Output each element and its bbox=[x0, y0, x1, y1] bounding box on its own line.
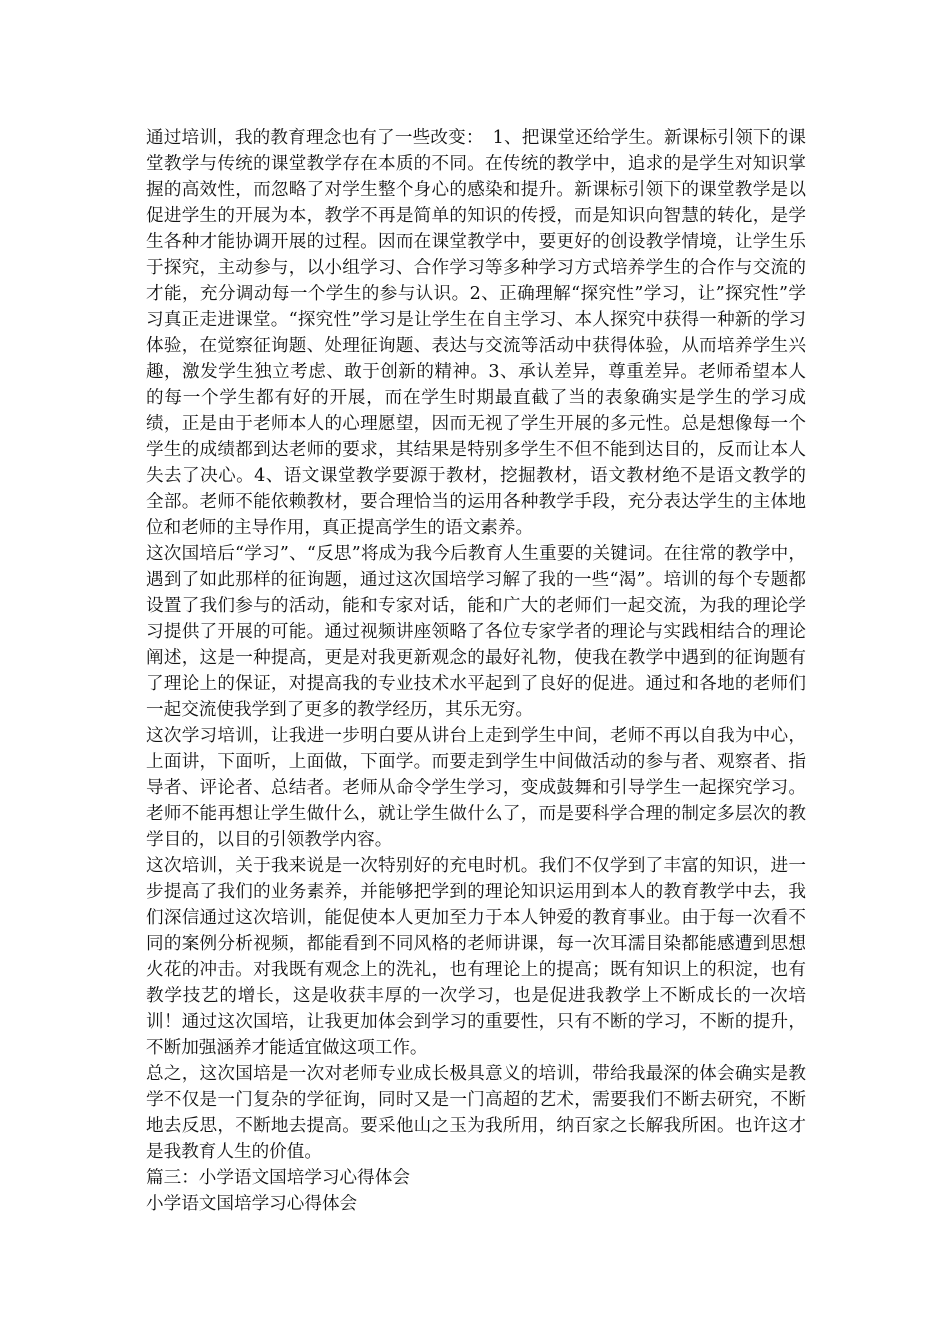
document-page bbox=[146, 125, 806, 1217]
paragraph-student-centered: 这次学习培训，让我进一步明白要从讲台上走到学生中间，老师不再以自我为中心，上面讲，下面听，上面做，下面学。而要走到学生中间做活动的参与者、观察者、指导者、评论者、总结者。老师从命令学生学习，变成鼓舞和引导学生一起探究学习。老师不能再想让学生做什么，就让学生做什么了，而是要科学合理的制定多层次的教学目的，以目的引领教学内容。 bbox=[146, 726, 806, 850]
paragraph-recharge: 这次培训，关于我来说是一次特别好的充电时机。我们不仅学到了丰富的知识，进一步提高了我们的业务素养，并能够把学到的理论知识运用到本人的教育教学中去，我们深信通过这次培训，能促使本人更加至力于本人钟爱的教育事业。由于每一次看不同的案例分析视频，都能看到不同风格的老师讲课，每一次耳濡目染都能感遭到思想火花的冲击。对我既有观念上的洗礼，也有理论上的提高；既有知识上的积淀，也有教学技艺的增长，这是收获丰厚的一次学习，也是促进我教学上不断成长的一次培训！通过这次国培，让我更加体会到学习的重要性，只有不断的学习，不断的提升，不断加强涵养才能适宜做这项工作。 bbox=[146, 856, 806, 1058]
paragraph-reflection: 这次国培后“学习”、“反思”将成为我今后教育人生重要的关键词。在往常的教学中，遇到了如此那样的征询题，通过这次国培学习解了我的一些“渴”。培训的每个专题都设置了我们参与的活动，能和专家对话，能和广大的老师们一起交流，为我的理论学习提供了开展的可能。通过视频讲座领略了各位专家学者的理论与实践相结合的理论阐述，这是一种提高，更是对我更新观念的最好礼物，使我在教学中遇到的征询题有了理论上的保证，对提高我的专业技术水平起到了良好的促进。通过和各地的老师们一起交流使我学到了更多的教学经历，其乐无穷。 bbox=[146, 544, 806, 720]
section-title: 小学语文国培学习心得体会 bbox=[146, 1194, 358, 1214]
paragraph-teaching-philosophy: 通过培训，我的教育理念也有了一些改变： 1、把课堂还给学生。新课标引领下的课堂教学与传统的课堂教学存在本质的不同。在传统的教学中，追求的是学生对知识掌握的高效性，而忽略了对学生整个身心的感染和提升。新课标引领下的课堂教学是以促进学生的开展为本，教学不再是简单的知识的传授，而是知识向智慧的转化，是学生各种才能协调开展的过程。因而在课堂教学中，要更好的创设教学情境，让学生乐于探究，主动参与，以小组学习、合作学习等多种学习方式培养学生的合作与交流的才能，充分调动每一个学生的参与认识。2、正确理解“探究性”学习，让”探究性”学习真正走进课堂。“探究性”学习是让学生在自主学习、本人探究中获得一种新的学习体验，在觉察征询题、处理征询题、表达与交流等活动中获得体验，从而培养学生兴趣，激发学生独立考虑、敢于创新的精神。3、承认差异，尊重差异。老师希望本人的每一个学生都有好的开展，而在学生时期最直截了当的表象确实是学生的学习成绩，正是由于老师本人的心理愿望，因而无视了学生开展的多元性。总是想像每一个学生的成绩都到达老师的要求，其结果是特别多学生不但不能到达目的，反而让本人失去了决心。4、语文课堂教学要源于教材，挖掘教材，语文教材绝不是语文教学的全部。老师不能依赖教材，要合理恰当的运用各种教学手段，充分表达学生的主体地位和老师的主导作用，真正提高学生的语文素养。 bbox=[146, 128, 806, 538]
paragraph-conclusion: 总之，这次国培是一次对老师专业成长极具意义的培训，带给我最深的体会确实是教学不仅是一门复杂的学征询，同时又是一门高超的艺术，需要我们不断去研究，不断地去反思，不断地去提高。要采他山之玉为我所用，纳百家之长解我所困。也许这才是我教育人生的价值。 bbox=[146, 1064, 806, 1162]
section-heading: 篇三：小学语文国培学习心得体会 bbox=[146, 1168, 410, 1188]
